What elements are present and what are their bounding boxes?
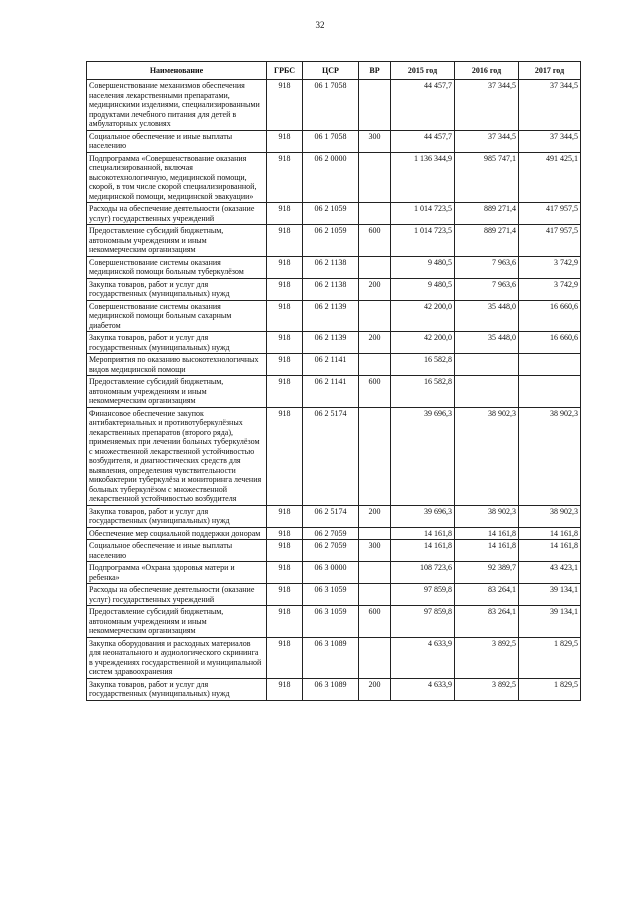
cell-2017: 37 344,5 (519, 80, 581, 131)
cell-2016: 14 161,8 (455, 540, 519, 562)
cell-2016: 35 448,0 (455, 300, 519, 332)
cell-2017: 43 423,1 (519, 562, 581, 584)
cell-2015: 44 457,7 (391, 130, 455, 152)
cell-grbs: 918 (267, 407, 303, 505)
cell-2015: 16 582,8 (391, 376, 455, 408)
cell-grbs: 918 (267, 332, 303, 354)
table-header-row (87, 62, 581, 80)
cell-vr (359, 256, 391, 278)
cell-name: Расходы на обеспечение деятельности (оказание услуг) государственных учреждений (87, 203, 267, 225)
cell-2015: 1 014 723,5 (391, 203, 455, 225)
cell-csr: 06 2 5174 (303, 407, 359, 505)
page-number: 32 (315, 20, 325, 30)
table-row (87, 203, 581, 225)
cell-name: Финансовое обеспечение закупок антибактериальных и противотуберкулёзных лекарственных препаратов (второго ряда), применяемых при лечении больных туберкулёзом с множественной лекарственной устойчивостью возбудителя, и диагностических средств для выявления, определения чувствительности микобактерии туберкулёза и мониторинга лечения больных туберкулёзом с множественной лекарственной устойчивостью возбудителя (87, 407, 267, 505)
cell-2017: 16 660,6 (519, 300, 581, 332)
cell-csr: 06 2 1139 (303, 332, 359, 354)
table-row (87, 332, 581, 354)
cell-2015: 1 014 723,5 (391, 225, 455, 257)
cell-csr: 06 2 1139 (303, 300, 359, 332)
cell-2016: 3 892,5 (455, 637, 519, 678)
cell-grbs: 918 (267, 354, 303, 376)
cell-name: Социальное обеспечение и иные выплаты населению (87, 540, 267, 562)
table-row (87, 584, 581, 606)
cell-2017: 14 161,8 (519, 540, 581, 562)
cell-grbs: 918 (267, 562, 303, 584)
cell-grbs: 918 (267, 678, 303, 700)
cell-2016: 7 963,6 (455, 256, 519, 278)
cell-grbs: 918 (267, 152, 303, 203)
cell-csr: 06 3 1089 (303, 637, 359, 678)
cell-2017: 39 134,1 (519, 606, 581, 638)
cell-2017: 38 902,3 (519, 407, 581, 505)
cell-vr (359, 152, 391, 203)
cell-name: Закупка товаров, работ и услуг для государственных (муниципальных) нужд (87, 505, 267, 527)
cell-2016: 92 389,7 (455, 562, 519, 584)
cell-2016 (455, 354, 519, 376)
cell-2017: 3 742,9 (519, 256, 581, 278)
cell-name: Мероприятия по оказанию высокотехнологичных видов медицинской помощи (87, 354, 267, 376)
cell-grbs: 918 (267, 256, 303, 278)
table-row (87, 376, 581, 408)
cell-csr: 06 2 1141 (303, 376, 359, 408)
cell-csr: 06 3 1089 (303, 678, 359, 700)
header-name: Наименование (87, 62, 267, 80)
cell-2016: 889 271,4 (455, 225, 519, 257)
cell-2016 (455, 376, 519, 408)
cell-grbs: 918 (267, 225, 303, 257)
cell-2015: 97 859,8 (391, 606, 455, 638)
cell-name: Предоставление субсидий бюджетным, автономным учреждениям и иным некоммерческим организациям (87, 225, 267, 257)
cell-name: Совершенствование системы оказания медицинской помощи больным туберкулёзом (87, 256, 267, 278)
cell-csr: 06 2 0000 (303, 152, 359, 203)
cell-2016: 985 747,1 (455, 152, 519, 203)
cell-name: Подпрограмма «Совершенствование оказания специализированной, включая высокотехнологичную, медицинской помощи, скорой, в том числе скорой специализированной, медицинской помощи, медицинской эвакуации» (87, 152, 267, 203)
cell-name: Совершенствование системы оказания медицинской помощи больным сахарным диабетом (87, 300, 267, 332)
table-row (87, 407, 581, 505)
cell-csr: 06 2 1141 (303, 354, 359, 376)
cell-grbs: 918 (267, 278, 303, 300)
cell-2017: 1 829,5 (519, 678, 581, 700)
cell-2017 (519, 354, 581, 376)
header-csr: ЦСР (303, 62, 359, 80)
cell-name: Закупка товаров, работ и услуг для государственных (муниципальных) нужд (87, 332, 267, 354)
cell-2015: 14 161,8 (391, 540, 455, 562)
cell-name: Социальное обеспечение и иные выплаты населению (87, 130, 267, 152)
table-row (87, 130, 581, 152)
cell-2016: 889 271,4 (455, 203, 519, 225)
cell-2017: 39 134,1 (519, 584, 581, 606)
table-row (87, 606, 581, 638)
cell-2017: 38 902,3 (519, 505, 581, 527)
cell-2016: 7 963,6 (455, 278, 519, 300)
cell-name: Предоставление субсидий бюджетным, автономным учреждениям и иным некоммерческим организациям (87, 606, 267, 638)
cell-vr (359, 80, 391, 131)
cell-csr: 06 3 1059 (303, 584, 359, 606)
cell-csr: 06 1 7058 (303, 130, 359, 152)
cell-2015: 1 136 344,9 (391, 152, 455, 203)
cell-2016: 38 902,3 (455, 407, 519, 505)
cell-csr: 06 3 1059 (303, 606, 359, 638)
cell-2017: 417 957,5 (519, 225, 581, 257)
cell-grbs: 918 (267, 80, 303, 131)
cell-2015: 39 696,3 (391, 407, 455, 505)
cell-2015: 97 859,8 (391, 584, 455, 606)
cell-2016: 83 264,1 (455, 584, 519, 606)
header-2017: 2017 год (519, 62, 581, 80)
cell-name: Подпрограмма «Охрана здоровья матери и ребенка» (87, 562, 267, 584)
cell-csr: 06 1 7058 (303, 80, 359, 131)
table-row (87, 540, 581, 562)
cell-2017: 14 161,8 (519, 527, 581, 540)
cell-2016: 37 344,5 (455, 80, 519, 131)
cell-csr: 06 2 1059 (303, 225, 359, 257)
cell-2015: 108 723,6 (391, 562, 455, 584)
header-vr: ВР (359, 62, 391, 80)
cell-vr: 200 (359, 332, 391, 354)
cell-vr (359, 354, 391, 376)
cell-grbs: 918 (267, 505, 303, 527)
cell-name: Расходы на обеспечение деятельности (оказание услуг) государственных учреждений (87, 584, 267, 606)
cell-2015: 39 696,3 (391, 505, 455, 527)
budget-table (86, 61, 581, 701)
cell-2015: 16 582,8 (391, 354, 455, 376)
table-row (87, 637, 581, 678)
cell-csr: 06 2 1138 (303, 256, 359, 278)
cell-2017: 491 425,1 (519, 152, 581, 203)
cell-2016: 14 161,8 (455, 527, 519, 540)
table-row (87, 152, 581, 203)
cell-vr (359, 407, 391, 505)
cell-2016: 37 344,5 (455, 130, 519, 152)
cell-name: Обеспечение мер социальной поддержки донорам (87, 527, 267, 540)
table-row (87, 354, 581, 376)
cell-vr: 300 (359, 540, 391, 562)
table-row (87, 80, 581, 131)
cell-2015: 42 200,0 (391, 300, 455, 332)
cell-2015: 44 457,7 (391, 80, 455, 131)
cell-2015: 9 480,5 (391, 278, 455, 300)
cell-vr: 300 (359, 130, 391, 152)
cell-grbs: 918 (267, 540, 303, 562)
cell-csr: 06 2 7059 (303, 540, 359, 562)
cell-csr: 06 2 1138 (303, 278, 359, 300)
cell-grbs: 918 (267, 130, 303, 152)
cell-2015: 4 633,9 (391, 637, 455, 678)
table-row (87, 300, 581, 332)
cell-vr (359, 562, 391, 584)
cell-2015: 14 161,8 (391, 527, 455, 540)
cell-csr: 06 3 0000 (303, 562, 359, 584)
cell-2017: 1 829,5 (519, 637, 581, 678)
cell-name: Закупка оборудования и расходных материалов для неонатального и аудиологического скрининга в учреждениях государственной и муниципальной систем здравоохранения (87, 637, 267, 678)
cell-2016: 35 448,0 (455, 332, 519, 354)
cell-2017: 3 742,9 (519, 278, 581, 300)
header-2015: 2015 год (391, 62, 455, 80)
table-body (87, 80, 581, 701)
cell-vr (359, 527, 391, 540)
header-2016: 2016 год (455, 62, 519, 80)
cell-name: Предоставление субсидий бюджетным, автономным учреждениям и иным некоммерческим организациям (87, 376, 267, 408)
cell-name: Закупка товаров, работ и услуг для государственных (муниципальных) нужд (87, 278, 267, 300)
header-grbs: ГРБС (267, 62, 303, 80)
cell-vr: 600 (359, 376, 391, 408)
cell-csr: 06 2 7059 (303, 527, 359, 540)
table-row (87, 505, 581, 527)
cell-grbs: 918 (267, 606, 303, 638)
cell-grbs: 918 (267, 300, 303, 332)
cell-vr: 200 (359, 278, 391, 300)
cell-2017: 16 660,6 (519, 332, 581, 354)
cell-vr (359, 203, 391, 225)
cell-csr: 06 2 1059 (303, 203, 359, 225)
cell-vr: 600 (359, 606, 391, 638)
cell-name: Совершенствование механизмов обеспечения населения лекарственными препаратами, медицинскими изделиями, специализированными продуктами лечебного питания для детей в амбулаторных условиях (87, 80, 267, 131)
table-row (87, 256, 581, 278)
cell-2016: 3 892,5 (455, 678, 519, 700)
table-row (87, 678, 581, 700)
cell-2017 (519, 376, 581, 408)
cell-2017: 37 344,5 (519, 130, 581, 152)
cell-vr (359, 300, 391, 332)
cell-vr (359, 584, 391, 606)
cell-grbs: 918 (267, 527, 303, 540)
cell-grbs: 918 (267, 376, 303, 408)
cell-vr: 600 (359, 225, 391, 257)
cell-2015: 9 480,5 (391, 256, 455, 278)
cell-2015: 42 200,0 (391, 332, 455, 354)
table-row (87, 225, 581, 257)
table-row (87, 527, 581, 540)
cell-grbs: 918 (267, 584, 303, 606)
table-row (87, 278, 581, 300)
cell-2015: 4 633,9 (391, 678, 455, 700)
cell-2017: 417 957,5 (519, 203, 581, 225)
cell-name: Закупка товаров, работ и услуг для государственных (муниципальных) нужд (87, 678, 267, 700)
table-row (87, 562, 581, 584)
cell-grbs: 918 (267, 637, 303, 678)
cell-2016: 83 264,1 (455, 606, 519, 638)
cell-vr: 200 (359, 505, 391, 527)
cell-grbs: 918 (267, 203, 303, 225)
cell-vr: 200 (359, 678, 391, 700)
cell-vr (359, 637, 391, 678)
cell-csr: 06 2 5174 (303, 505, 359, 527)
cell-2016: 38 902,3 (455, 505, 519, 527)
